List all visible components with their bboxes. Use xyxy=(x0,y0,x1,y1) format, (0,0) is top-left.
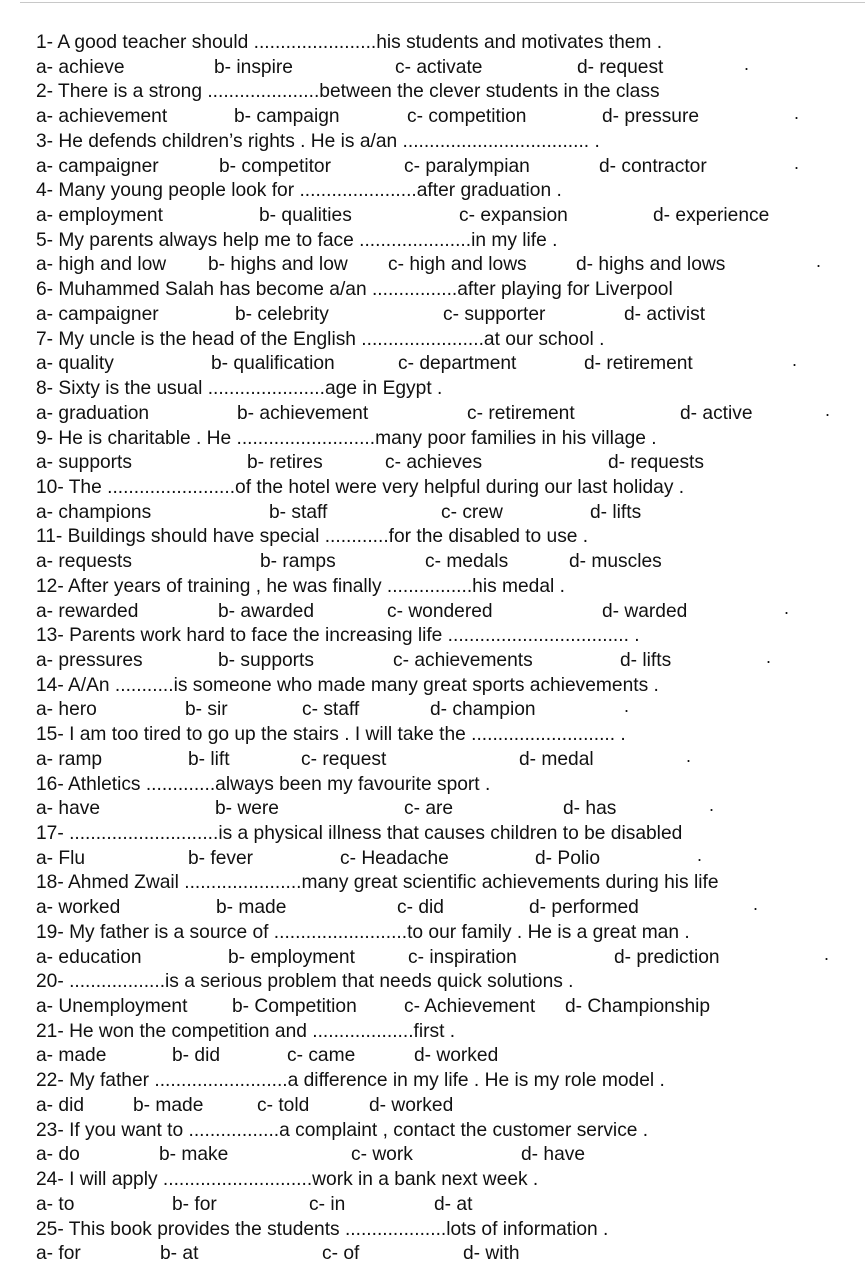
stray-dot: . xyxy=(816,251,822,272)
option-b: b- staff xyxy=(269,501,328,523)
option-c: c- activate xyxy=(395,56,483,78)
question-1: 1- A good teacher should .......................his students and motivates them . xyxy=(36,32,663,53)
option-d: d- with xyxy=(463,1243,520,1265)
option-a: a- do xyxy=(36,1144,80,1166)
option-d: d- performed xyxy=(529,897,639,919)
question-11: 11- Buildings should have special ............for the disabled to use . xyxy=(36,526,589,548)
option-a: a- campaigner xyxy=(36,303,159,325)
option-c: c- supporter xyxy=(443,303,546,325)
options-row-15 xyxy=(36,745,856,773)
question-6: 6- Muhammed Salah has become a/an ................after playing for Liverpool xyxy=(36,279,673,301)
option-c: c- came xyxy=(287,1045,356,1067)
option-d: d- lifts xyxy=(620,649,672,671)
stray-dot: . xyxy=(825,399,831,420)
option-c: c- paralympian xyxy=(404,155,530,177)
options-row-7 xyxy=(36,352,856,377)
options-row-25 xyxy=(36,1242,856,1267)
option-b: b- celebrity xyxy=(235,303,329,325)
option-a: a- supports xyxy=(36,452,132,474)
option-d: d- warded xyxy=(602,600,688,622)
options-row-6 xyxy=(36,303,856,328)
option-a: a- campaigner xyxy=(36,155,159,177)
option-c: c- competition xyxy=(407,106,527,128)
option-a: a- made xyxy=(36,1045,107,1067)
question-25: 25- This book provides the students ...................lots of information . xyxy=(36,1218,609,1240)
question-14: 14- A/An ...........is someone who made many great sports achievements . xyxy=(36,674,659,696)
options-row-21 xyxy=(36,1044,856,1069)
stray-dot: . xyxy=(766,646,772,667)
option-d: d- experience xyxy=(653,205,770,227)
option-c: c- inspiration xyxy=(408,946,517,968)
option-b: b- for xyxy=(172,1193,217,1215)
option-d: d- activist xyxy=(624,303,706,325)
question-5: 5- My parents always help me to face .....................in my life . xyxy=(36,229,558,251)
option-d: d- request xyxy=(577,56,664,78)
option-b: b- awarded xyxy=(218,600,314,622)
options-row-13 xyxy=(36,646,856,674)
options-row-18 xyxy=(36,896,856,921)
question-17: 17- ............................is a physical illness that causes children to be disabled xyxy=(36,823,683,844)
option-a: a- ramp xyxy=(36,748,103,770)
option-d: d- have xyxy=(521,1144,585,1166)
option-a: a- champions xyxy=(36,501,152,523)
option-c: c- are xyxy=(404,798,454,820)
option-d: d- requests xyxy=(608,452,704,474)
question-12: 12- After years of training , he was finally ................his medal . xyxy=(36,575,565,597)
question-8: 8- Sixty is the usual ......................age in Egypt . xyxy=(36,378,443,400)
option-b: b- at xyxy=(160,1243,199,1265)
question-7: 7- My uncle is the head of the English .......................at our school . xyxy=(36,328,605,350)
question-13: 13- Parents work hard to face the increasing life .................................. . xyxy=(36,625,640,647)
stray-dot: . xyxy=(784,597,790,618)
question-20: 20- ..................is a serious problem that needs quick solutions . xyxy=(36,971,574,993)
option-c: c- Headache xyxy=(340,847,449,869)
option-a: a- high and low xyxy=(36,254,167,276)
options-row-24 xyxy=(36,1193,856,1218)
option-b: b- made xyxy=(216,897,287,919)
stray-dot: . xyxy=(794,103,800,124)
options-row-4 xyxy=(36,204,856,229)
option-c: c- achieves xyxy=(385,452,483,474)
option-d: d- worked xyxy=(369,1094,454,1116)
option-a: a- worked xyxy=(36,897,121,919)
question-10: 10- The ........................of the hotel were very helpful during our last holiday . xyxy=(36,476,685,498)
stray-dot: . xyxy=(686,745,692,766)
option-a: a- Unemployment xyxy=(36,996,188,1018)
options-row-8 xyxy=(36,399,856,427)
option-d: d- lifts xyxy=(590,501,642,523)
option-c: c- high and lows xyxy=(388,254,527,276)
option-a: a- have xyxy=(36,798,100,820)
question-4: 4- Many young people look for ......................after graduation . xyxy=(36,180,562,202)
option-c: c- retirement xyxy=(467,402,575,424)
top-border-line xyxy=(20,2,865,3)
question-24: 24- I will apply ............................work in a bank next week . xyxy=(36,1169,539,1191)
question-23: 23- If you want to .................a complaint , contact the customer service . xyxy=(36,1119,649,1141)
options-row-23 xyxy=(36,1143,856,1168)
option-a: a- education xyxy=(36,946,142,968)
options-row-9 xyxy=(36,451,856,476)
option-c: c- department xyxy=(398,353,517,375)
option-b: b- retires xyxy=(247,452,323,474)
question-9: 9- He is charitable . He ..........................many poor families in his village . xyxy=(36,427,657,449)
options-row-19 xyxy=(36,943,856,971)
option-d: d- has xyxy=(563,798,617,820)
options-row-1 xyxy=(36,53,856,81)
stray-dot: . xyxy=(744,53,750,74)
option-a: a- did xyxy=(36,1094,84,1116)
option-b: b- Competition xyxy=(232,996,357,1018)
option-b: b- achievement xyxy=(237,402,369,424)
option-a: a- for xyxy=(36,1243,81,1265)
option-c: c- medals xyxy=(425,551,509,573)
stray-dot: . xyxy=(824,943,830,964)
option-c: c- of xyxy=(322,1243,360,1265)
option-b: b- employment xyxy=(228,946,355,968)
option-a: a- pressures xyxy=(36,649,143,671)
option-c: c- did xyxy=(397,897,444,919)
option-b: b- inspire xyxy=(214,56,293,78)
option-b: b- were xyxy=(215,798,279,820)
option-a: a- rewarded xyxy=(36,600,139,622)
question-3: 3- He defends children’s rights . He is a/an ................................... . xyxy=(36,130,600,152)
option-a: a- to xyxy=(36,1193,75,1215)
option-a: a- quality xyxy=(36,353,114,375)
option-d: d- highs and lows xyxy=(576,254,726,276)
stray-dot: . xyxy=(753,894,759,915)
option-d: d- retirement xyxy=(584,353,693,375)
option-c: c- request xyxy=(301,748,387,770)
option-b: b- fever xyxy=(188,847,254,869)
option-a: a- achievement xyxy=(36,106,168,128)
option-c: c- staff xyxy=(302,699,360,721)
option-c: c- told xyxy=(257,1094,310,1116)
option-d: d- prediction xyxy=(614,946,720,968)
question-22: 22- My father .........................a difference in my life . He is my role model . xyxy=(36,1070,665,1092)
option-c: c- work xyxy=(351,1144,413,1166)
stray-dot: . xyxy=(794,152,800,173)
option-a: a- requests xyxy=(36,551,132,573)
options-row-17 xyxy=(36,844,856,872)
option-c: c- wondered xyxy=(387,600,493,622)
option-a: a- hero xyxy=(36,699,97,721)
option-d: d- Polio xyxy=(535,847,601,869)
option-d: d- champion xyxy=(430,699,536,721)
option-c: c- Achievement xyxy=(404,996,536,1018)
stray-dot: . xyxy=(697,844,703,865)
options-row-20 xyxy=(36,995,856,1020)
option-c: c- expansion xyxy=(459,205,568,227)
option-c: c- in xyxy=(309,1193,346,1215)
option-d: d- contractor xyxy=(599,155,707,177)
question-19: 19- My father is a source of .........................to our family . He is a great man . xyxy=(36,921,690,943)
option-d: d- worked xyxy=(414,1045,499,1067)
worksheet xyxy=(36,31,856,1267)
question-21: 21- He won the competition and ...................first . xyxy=(36,1020,456,1042)
options-row-22 xyxy=(36,1094,856,1119)
options-row-14 xyxy=(36,698,856,723)
option-b: b- did xyxy=(172,1045,220,1067)
option-a: a- graduation xyxy=(36,402,150,424)
option-b: b- made xyxy=(133,1094,204,1116)
option-d: d- at xyxy=(434,1193,473,1215)
option-b: b- ramps xyxy=(260,551,336,573)
options-row-16 xyxy=(36,797,856,822)
options-row-12 xyxy=(36,597,856,625)
options-row-2 xyxy=(36,105,856,130)
options-row-3 xyxy=(36,152,856,180)
option-c: c- achievements xyxy=(393,649,533,671)
question-18: 18- Ahmed Zwail ......................many great scientific achievements during his life xyxy=(36,872,719,894)
option-d: d- muscles xyxy=(569,551,662,573)
option-b: b- supports xyxy=(218,649,314,671)
option-d: d- active xyxy=(680,402,753,424)
option-a: a- Flu xyxy=(36,847,86,869)
options-row-5 xyxy=(36,253,856,278)
option-b: b- campaign xyxy=(234,106,340,128)
stray-dot: . xyxy=(709,795,715,816)
option-c: c- crew xyxy=(441,501,503,523)
stray-dot: . xyxy=(792,350,798,371)
question-2: 2- There is a strong .....................between the clever students in the class xyxy=(36,81,660,103)
question-16: 16- Athletics .............always been my favourite sport . xyxy=(36,773,491,795)
option-b: b- qualities xyxy=(259,205,352,227)
option-d: d- Championship xyxy=(565,996,711,1018)
option-b: b- make xyxy=(159,1144,229,1166)
option-d: d- pressure xyxy=(602,106,700,128)
option-b: b- competitor xyxy=(219,155,331,177)
options-row-10 xyxy=(36,501,856,526)
stray-dot: . xyxy=(624,696,630,717)
option-b: b- qualification xyxy=(211,353,335,375)
option-b: b- sir xyxy=(185,699,228,721)
option-b: b- lift xyxy=(188,748,230,770)
option-a: a- achieve xyxy=(36,56,125,78)
option-a: a- employment xyxy=(36,205,163,227)
question-15: 15- I am too tired to go up the stairs . I will take the ........................... . xyxy=(36,724,626,746)
option-b: b- highs and low xyxy=(208,254,348,276)
option-d: d- medal xyxy=(519,748,594,770)
options-row-11 xyxy=(36,550,856,575)
